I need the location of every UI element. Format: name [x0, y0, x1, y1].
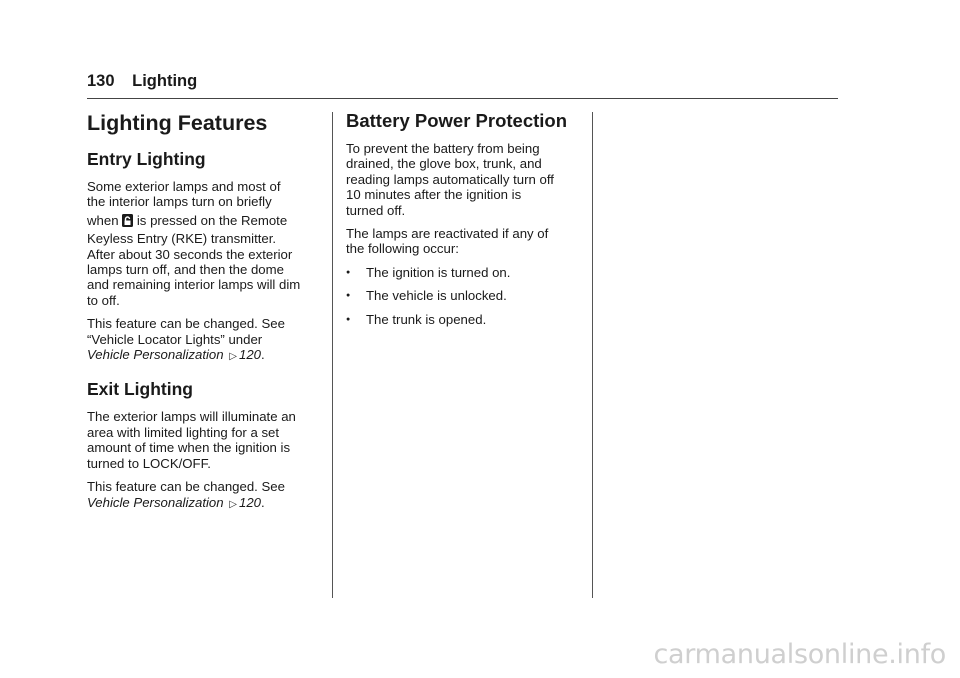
text-fragment: when — [87, 212, 119, 228]
text-line: and remaining interior lamps will dim — [87, 277, 301, 293]
section-name: Lighting — [132, 72, 198, 90]
text-line: This feature can be changed. See — [87, 316, 285, 332]
text-line: drained, the glove box, trunk, and — [346, 156, 542, 172]
left-column — [87, 108, 327, 512]
text-fragment: . — [261, 347, 265, 363]
bullet-icon: ● — [346, 268, 351, 276]
reference-title: Vehicle Personalization — [87, 494, 224, 510]
text-line: turned to LOCK/OFF. — [87, 455, 211, 471]
text-line: This feature can be changed. See — [87, 479, 285, 495]
entry-lighting-heading: Entry Lighting — [87, 149, 206, 169]
list-item — [346, 288, 586, 303]
text-line: amount of time when the ignition is — [87, 440, 291, 456]
text-line: The lamps are reactivated if any of — [346, 226, 549, 242]
text-line: the following occur: — [346, 241, 459, 257]
watermark: carmanualsonline.info — [653, 639, 946, 670]
text-line: Keyless Entry (RKE) transmitter. — [87, 231, 277, 247]
entry-lighting-paragraph — [87, 179, 327, 308]
list-item-text: The trunk is opened. — [366, 311, 487, 327]
middle-column — [346, 108, 586, 327]
reactivation-paragraph — [346, 226, 586, 257]
page-title: Lighting Features — [87, 111, 268, 135]
list-item-text: The vehicle is unlocked. — [366, 288, 507, 304]
reference-title: Vehicle Personalization — [87, 347, 224, 363]
list-item — [346, 265, 586, 280]
page-reference-icon: ▷ — [229, 498, 237, 510]
text-line: 10 minutes after the ignition is — [346, 187, 522, 203]
column-divider — [332, 112, 333, 598]
battery-protection-heading: Battery Power Protection — [346, 110, 568, 131]
cross-reference-link[interactable] — [87, 495, 327, 512]
text-line: To prevent the battery from being — [346, 141, 540, 156]
page-reference-icon: ▷ — [229, 351, 237, 363]
text-line — [87, 213, 327, 228]
list-item-text: The ignition is turned on. — [366, 264, 511, 280]
text-line: the interior lamps turn on briefly — [87, 194, 272, 210]
header-rule — [87, 98, 838, 99]
text-line: area with limited lighting for a set — [87, 424, 280, 440]
text-line: The exterior lamps will illuminate an — [87, 409, 296, 425]
reference-page: 120 — [238, 494, 261, 510]
text-line: lamps turn off, and then the dome — [87, 262, 284, 278]
exit-lighting-paragraph — [87, 409, 327, 471]
unlock-key-icon — [122, 214, 133, 227]
list-item — [346, 312, 586, 327]
cross-reference-link[interactable] — [87, 347, 327, 364]
exit-lighting-heading: Exit Lighting — [87, 379, 193, 400]
text-fragment: is pressed on the Remote — [136, 212, 288, 228]
text-line: reading lamps automatically turn off — [346, 171, 554, 187]
page-number: 130 — [87, 72, 115, 90]
running-header — [87, 72, 197, 91]
text-line: to off. — [87, 292, 120, 308]
battery-protection-paragraph — [346, 141, 586, 218]
text-line: “Vehicle Locator Lights” under — [87, 331, 263, 347]
entry-lighting-note — [87, 316, 327, 364]
text-line: turned off. — [346, 202, 406, 218]
column-divider — [592, 112, 593, 598]
text-line: Some exterior lamps and most of — [87, 179, 281, 194]
bullet-icon: ● — [346, 292, 351, 300]
bullet-icon: ● — [346, 315, 351, 323]
exit-lighting-note — [87, 479, 327, 512]
text-line: After about 30 seconds the exterior — [87, 246, 293, 262]
text-fragment: . — [261, 494, 265, 510]
reference-page: 120 — [238, 347, 261, 363]
